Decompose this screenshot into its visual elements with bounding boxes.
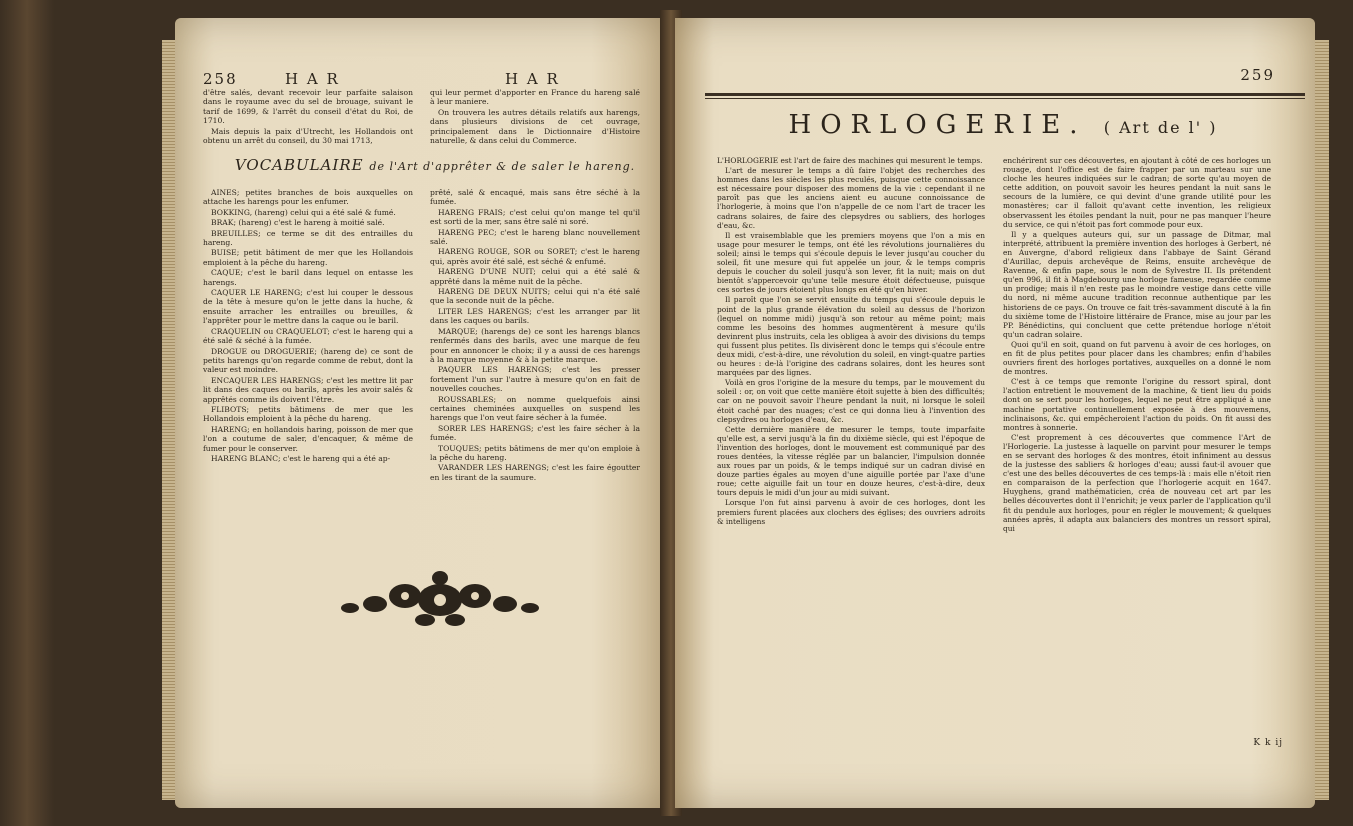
paragraph: enchérirent sur ces découvertes, en ajoutant à côté de ces horloges un rouage, dont l'office est de faire frapper par un marteau sur une cloche les heures indiquées sur le cadran; de sorte qu'au moyen de cette addition, on pouvoit savoir les heures pendant la nuit sans le secours de la lumière, ce qui devint d'une grande utilité pour les monastères; car il falloit qu'avant cette invention, les religieux observassent les étoiles pendant la nuit, pour ne pas manquer l'heure du service, ce qui n'étoit pas fort commode pour eux. xyxy=(1003,156,1271,229)
header-rule-thin xyxy=(705,98,1305,99)
entry: MARQUE; (harengs de) ce sont les harengs blancs renfermés dans des barils, avec une marque de feu pour en annoncer le choix; il y a aussi de ces harengs à la marque moyenne & à la petite marque. xyxy=(430,326,640,364)
title-art: ( Art de l' ) xyxy=(1103,118,1218,137)
entry: HARENG; en hollandois haring, poisson de mer que l'on a coutume de saler, d'encaquer, & même de fumer pour le conserver. xyxy=(203,424,413,453)
entry: CAQUER LE HARENG; c'est lui couper le dessous de la tête à mesure qu'on le jette dans la huche, & ensuite arracher les entrailles ou breuilles, & l'apprêter pour le mettre dans la caque ou le baril. xyxy=(203,288,413,326)
entry: CAQUE; c'est le baril dans lequel on entasse les harengs. xyxy=(203,268,413,287)
entry: PAQUER LES HARENGS; c'est les presser fortement l'un sur l'autre à mesure qu'on en fait de nouvelles couches. xyxy=(430,365,640,394)
paragraph: Mais depuis la paix d'Utrecht, les Hollandois ont obtenu un arrêt du conseil, du 30 mai 1713, xyxy=(203,126,413,146)
floral-vignette-icon xyxy=(325,566,555,634)
paragraph: Il y a quelques auteurs qui, sur un passage de Ditmar, mal interprété, attribuent la première invention des horloges à Gerbert, né en Auvergne, d'abord religieux dans l'abbaye de Saint Gérand d'Aurillac, depuis archevêque de Reims, ensuite archevêque de Ravenne, & enfin pape, sous le nom de Sylvestre II. Ils prétendent qu'en 996, il fit à Magdebourg une horloge fameuse, regardée comme un prodige; mais il n'en reste pas le moindre vestige dans cette ville du nord, ni même aucune tradition reconnue authentique par les historiens de ce pays. On trouve ce fait très-savamment discuté à la fin du sixième tome de l'Histoire littéraire de France, mise au jour par les PP. Bénédictins, qui concluent que cette prétendue horloge n'étoit qu'un cadran solaire. xyxy=(1003,229,1271,339)
paragraph: L'HORLOGERIE est l'art de faire des machines qui mesurent le temps. xyxy=(717,156,983,165)
vocab-column-1 xyxy=(203,188,413,464)
paragraph: Voilà en gros l'origine de la mesure du temps, par le mouvement du soleil : or, on voit que cette manière étoit sujette à bien des difficultés; car on ne pouvoit savoir l'heure pendant la nuit, ni lorsque le soleil étoit caché par des nuages; c'est ce qui donna lieu à l'invention des clepsydres ou horloges d'eau, &c. xyxy=(717,378,985,424)
entry: prêté, salé & encaqué, mais sans être séché à la fumée. xyxy=(430,188,640,207)
paragraph: Quoi qu'il en soit, quand on fut parvenu à avoir de ces horloges, on en fit de plus petites pour placer dans les chambres; enfin d'habiles ouvriers firent des horloges portatives, auxquelles on a donné le nom de montres. xyxy=(1003,339,1271,377)
left-page xyxy=(175,18,665,808)
entry: VARANDER LES HARENGS; c'est les faire égoutter en les tirant de la saumure. xyxy=(430,463,640,482)
entry: HARENG ROUGE, SOR ou SORET; c'est le hareng qui, après avoir été salé, est séché & enfumé. xyxy=(430,247,640,266)
entry: HARENG BLANC; c'est le hareng qui a été ap- xyxy=(211,453,391,463)
page-number: 259 xyxy=(1240,66,1275,84)
entry: AINES; petites branches de bois auxquelles on attache les harengs pour les enfumer. xyxy=(203,188,413,207)
entry: BUISE; petit bâtiment de mer que les Hollandois emploient à la pêche du hareng. xyxy=(203,248,413,267)
left-page-edges xyxy=(162,40,176,800)
vocab-column-2 xyxy=(430,188,640,483)
right-page xyxy=(675,18,1315,808)
entry: BREUILLES; ce terme se dit des entrailles du hareng. xyxy=(203,228,413,248)
paragraph: C'est à ce temps que remonte l'origine du ressort spiral, dont l'action entretient le mouvement de la machine, & tient lieu du poids dont on se sert pour les horloges, lequel ne peut être appliqué à une machine portative continuellement exposée à des mouvemens, inclinaisons, &c. qui empêcheroient l'action du poids. On fit aussi des montres à sonnerie. xyxy=(1003,377,1271,432)
header-rule xyxy=(705,93,1305,96)
paragraph: Il paroît que l'on se servit ensuite du temps qui s'écoule depuis le point de la plus grande élévation du soleil au dessus de l'horizon (lequel on nomme midi) jusqu'à son retour au même point; mais comme les besoins des hommes augmentèrent à mesure qu'ils devinrent plus instruits, cela les obligea à avoir des divisions du temps qui fussent plus petites. Ils divisèrent donc le temps qui s'écoule entre deux midi, c'est-à-dire, une révolution du soleil, en vingt-quatre parties ou heures : de-là l'origine des cadrans solaires, dont les heures sont marquées par des lignes. xyxy=(717,295,985,378)
vocab-title: VOCABULAIRE xyxy=(234,156,364,174)
entry: CRAQUELIN ou CRAQUELOT; c'est le hareng qui a été salé & séché à la fumée. xyxy=(203,326,413,346)
paragraph: qui leur permet d'apporter en France du hareng salé à leur maniere. xyxy=(430,88,640,107)
paragraph: L'art de mesurer le temps a dû faire l'objet des recherches des hommes dans les siècles les plus reculés, puisque cette connoissance est nécessaire pour disposer des momens de la vie : cependant il ne paroît pas que les anciens aient eu aucune connoissance de l'horlogerie, à moins que l'on n'appelle de ce nom l'art de tracer les cadrans solaires, de faire des clepsydres ou sabliers, des horloges d'eau, &c. xyxy=(717,166,985,230)
page-number: 258 xyxy=(203,70,238,88)
intro-column-right xyxy=(430,88,640,146)
paragraph: d'être salés, devant recevoir leur parfaite salaison dans le royaume avec du sel de brouage, suivant le tarif de 1699, & l'arrêt du conseil d'état du Roi, de 1710. xyxy=(203,88,413,126)
article-column-1 xyxy=(717,156,985,527)
running-head-right: H A R xyxy=(505,70,560,88)
entry: TOUQUES; petits bâtimens de mer qu'on emploie à la pêche du hareng. xyxy=(430,443,640,462)
signature-mark: K k ij xyxy=(1253,738,1283,748)
intro-column-left xyxy=(203,88,413,146)
entry: ENCAQUER LES HARENGS; c'est les mettre lit par lit dans des caques ou barils, après les avoir salés & apprêtés comme ils doivent l'être. xyxy=(203,375,413,404)
running-head-left: H A R xyxy=(285,70,340,88)
paragraph: On trouvera les autres détails relatifs aux harengs, dans plusieurs divisions de cet ouvrage, principalement dans le Dictionnaire d'Histoire naturelle, & dans celui du Commerce. xyxy=(430,107,640,146)
title-text: HORLOGERIE. xyxy=(788,110,1087,140)
entry: SORER LES HARENGS; c'est les faire sécher à la fumée. xyxy=(430,423,640,443)
entry: HARENG PEC; c'est le hareng blanc nouvellement salé. xyxy=(430,227,640,247)
entry: FLIBOTS; petits bâtimens de mer que les Hollandois emploient à la pêche du hareng. xyxy=(203,404,413,424)
vocab-subtitle: de l'Art d'apprêter & de saler le hareng. xyxy=(369,160,636,173)
entry: HARENG DE DEUX NUITS; celui qui n'a été salé que la seconde nuit de la pêche. xyxy=(430,287,640,306)
article-column-2 xyxy=(1003,156,1271,534)
section-title xyxy=(225,156,645,174)
page-title xyxy=(713,110,1293,140)
right-page-edges xyxy=(1315,40,1329,800)
paragraph: Cette dernière manière de mesurer le temps, toute imparfaite qu'elle est, a servi jusqu'à la fin du dixième siècle, qui est l'époque de l'invention des horloges, dont le mouvement est communiqué par des roues dentées, la vitesse réglée par un balancier, l'impulsion donnée aux roues par un poids, & le temps indiqué sur un cadran divisé en douze parties égales au moyen d'une aiguille portée par l'axe d'une roue; cette aiguille fait un tour en douze heures, c'est-à-dire, deux tours depuis le midi d'un jour au midi suivant. xyxy=(717,424,985,498)
entry: BOKKING, (hareng) celui qui a été salé & fumé. xyxy=(211,207,396,217)
entry: DROGUE ou DROGUERIE; (hareng de) ce sont de petits harengs qu'on regarde comme de rebut, dont la valeur est moindre. xyxy=(203,346,413,375)
entry: HARENG D'UNE NUIT; celui qui a été salé & apprêté dans la même nuit de la pêche. xyxy=(430,267,640,286)
entry: HARENG FRAIS; c'est celui qu'on mange tel qu'il est sorti de la mer, sans être salé ni soré. xyxy=(430,207,640,227)
entry: LITER LES HARENGS; c'est les arranger par lit dans les caques ou barils. xyxy=(430,306,640,326)
paragraph: Lorsque l'on fut ainsi parvenu à avoir de ces horloges, dont les premiers furent placées aux clochers des églises; des ouvriers adroits & intelligens xyxy=(717,498,985,526)
paragraph: C'est proprement à ces découvertes que commence l'Art de l'Horlogerie. La justesse à laquelle on parvint pour mesurer le temps en se servant des horloges & des montres, étoit infiniment au dessus de la justesse des sabliers & horloges d'eau; aussi faut-il avouer que c'est une des belles découvertes de ces temps-là : mais elle n'étoit rien en comparaison de la perfection que l'horlogerie acquit en 1647. Huyghens, grand mathématicien, créa de nouveau cet art par les belles découvertes dont il l'enrichit; je veux parler de l'application qu'il fit du pendule aux horloges, pour en régler le mouvement; & quelques années après, il adapta aux balanciers des montres un ressort spiral, qui xyxy=(1003,432,1271,533)
paragraph: Il est vraisemblable que les premiers moyens que l'on a mis en usage pour mesurer le temps, ont été les révolutions journalières du soleil; ainsi le temps qui s'écoule depuis le lever jusqu'au coucher du soleil, fit une mesure qui fut appelée un jour, & le temps compris depuis le coucher du soleil jusqu'à son lever, fit la nuit; mais on dut bientôt s'appercevoir qu'une telle mesure étoit défectueuse, puisque ces sortes de jours étoient plus longs en été qu'en hiver. xyxy=(717,230,985,295)
entry: ROUSSABLES; on nomme quelquefois ainsi certaines cheminées auxquelles on suspend les harengs que l'on veut faire sécher à la fumée. xyxy=(430,394,640,423)
entry: BRAK; (hareng) c'est le hareng à moitié salé. xyxy=(211,218,385,228)
